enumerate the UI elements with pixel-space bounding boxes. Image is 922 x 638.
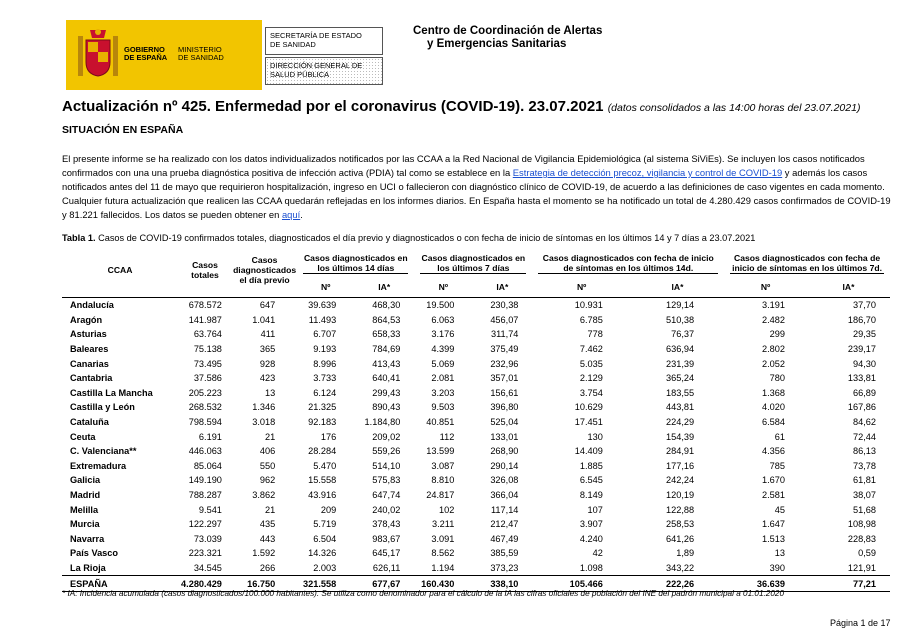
cell-ia-fis14: 177,16 [666,460,695,471]
table-row [62,400,890,415]
cell-ccaa: La Rioja [70,562,106,573]
cell-casos-totales: 122.297 [188,519,222,530]
cell-ccaa: Baleares [70,344,109,355]
cell-ia7: 230,38 [490,300,519,311]
cell-ia7: 290,14 [490,460,519,471]
cell-diag-previo: 1.346 [252,402,276,413]
header-ccaa: CCAA [107,264,133,275]
cell-casos-totales: 678.572 [188,300,222,311]
cell-ia14: 647,74 [372,490,401,501]
estrategia-link[interactable]: Estrategia de detección precoz, vigilancia y control de COVID-19 [512,167,783,178]
cell-n-fis7: 785 [769,460,785,471]
cell-n-fis7: 2.581 [762,490,785,501]
cell-ia-fis14: 222,26 [631,576,724,592]
cell-diag-previo: 423 [259,373,276,384]
cell-ia7: 525,04 [490,417,519,428]
cell-ia7: 396,80 [490,402,519,413]
cell-ia14: 626,11 [372,562,401,573]
cell-ccaa: Extremadura [70,460,127,471]
cell-diag-previo: 266 [259,562,276,573]
cell-n14: 176 [320,431,337,442]
cell-ia14: 240,02 [372,504,401,515]
cell-ccaa: Ceuta [70,431,96,442]
table-row [62,502,890,517]
cell-ia-fis14: 636,94 [666,344,695,355]
cell-n-fis7: 13 [774,548,785,559]
cell-diag-previo: 435 [259,519,276,530]
cell-n-fis14: 105.466 [532,576,630,592]
cell-ia-fis14: 510,38 [666,314,695,325]
header-fis14: Casos diagnosticados con fecha de inicio de síntomas en los últimos 14d. [532,246,724,280]
cell-ccaa: Asturias [70,329,107,340]
cell-ia14: 514,10 [372,460,401,471]
cell-casos-totales: 141.987 [188,314,222,325]
table-row [62,415,890,430]
cell-ia14: 784,69 [372,344,401,355]
cell-casos-totales: 9.541 [198,504,222,515]
cell-ia-fis7: 84,62 [853,417,876,428]
header-diag-previo: Casos diagnosticados el día previo [233,254,297,285]
cell-n7: 8.810 [431,475,455,486]
cell-n-fis14: 1.098 [579,562,603,573]
table-row [62,488,890,503]
cell-n14: 11.493 [308,314,337,325]
cell-ia-fis14: 120,19 [666,490,695,501]
cell-casos-totales: 205.223 [188,387,222,398]
cell-n-fis7: 45 [774,504,785,515]
cell-ia-fis7: 121,91 [847,562,876,573]
cell-ccaa: País Vasco [70,548,119,559]
cell-n14: 28.284 [308,446,337,457]
cell-ia7: 375,49 [490,344,519,355]
cell-n7: 3.176 [431,329,455,340]
secretaria-box: SECRETARÍA DE ESTADO DE SANIDAD [265,27,383,55]
cell-casos-totales: 788.287 [188,490,222,501]
table-row [62,327,890,342]
cell-n-fis7: 61 [774,431,785,442]
cell-diag-previo: 928 [259,358,276,369]
cell-n-fis14: 17.451 [574,417,603,428]
cell-casos-totales: 4.280.429 [178,576,232,592]
cell-ia7: 326,08 [490,475,519,486]
cell-n-fis14: 4.240 [579,533,603,544]
coat-of-arms-icon [76,26,120,84]
cell-n-fis14: 6.545 [579,475,603,486]
cell-ia14: 413,43 [372,358,401,369]
cell-n-fis7: 1.368 [762,387,785,398]
cell-n14: 21.325 [308,402,337,413]
cell-ia-fis7: 108,98 [847,519,876,530]
cell-n14: 6.504 [313,533,337,544]
cell-ia7: 133,01 [490,431,519,442]
document-title-main: Actualización nº 425. Enfermedad por el coronavirus (COVID-19). 23.07.2021 [62,98,604,115]
cell-casos-totales: 268.532 [188,402,222,413]
cell-n-fis14: 10.629 [574,402,603,413]
cell-n14: 14.326 [308,548,337,559]
header-fis7: Casos diagnosticados con fecha de inicio de síntomas en los últimos 7d. [732,252,883,273]
cell-casos-totales: 34.545 [193,562,222,573]
cell-n7: 3.087 [431,460,455,471]
cell-ia14: 983,67 [372,533,401,544]
cell-n-fis7: 2.482 [762,314,785,325]
cell-diag-previo: 962 [259,475,276,486]
cell-ia-fis7: 66,89 [853,387,876,398]
cell-n-fis14: 5.035 [579,358,603,369]
cell-casos-totales: 73.039 [193,533,222,544]
cell-ccaa: Castilla La Mancha [70,387,153,398]
cell-ia7: 268,90 [490,446,519,457]
cell-n-fis14: 1.885 [579,460,603,471]
cell-ia14: 1.184,80 [364,417,401,428]
cell-casos-totales: 446.063 [188,446,222,457]
cell-ia-fis14: 365,24 [666,373,695,384]
cell-n-fis14: 10.931 [574,300,603,311]
gobierno-label: GOBIERNO DE ESPAÑA [124,45,168,62]
document-title-sub: (datos consolidados a las 14:00 horas del 23.07.2021) [607,102,861,114]
cell-ia-fis14: 122,88 [666,504,695,515]
table-row [62,356,890,371]
cell-diag-previo: 443 [259,533,276,544]
cell-n14: 15.558 [308,475,337,486]
cell-ia-fis14: 183,55 [666,387,695,398]
table-row [62,298,890,313]
cell-casos-totales: 75.138 [193,344,222,355]
cell-ccaa: Aragón [70,314,103,325]
cell-ia7: 156,61 [490,387,519,398]
cell-ia-fis7: 133,81 [847,373,876,384]
table-row [62,342,890,357]
cell-ia-fis7: 186,70 [847,314,876,325]
table-row [62,546,890,561]
cell-ia-fis7: 167,86 [847,402,876,413]
cell-casos-totales: 73.495 [193,358,222,369]
cell-n-fis7: 4.020 [762,402,785,413]
cell-n14: 5.470 [313,460,337,471]
cell-n-fis7: 6.584 [762,417,785,428]
header-casos-totales: Casos totales [191,259,219,280]
cell-ia7: 467,49 [490,533,519,544]
cell-ia7: 212,47 [490,519,519,530]
section-title: SITUACIÓN EN ESPAÑA [62,124,184,136]
cell-n14: 2.003 [313,562,337,573]
cell-diag-previo: 647 [259,300,276,311]
cell-ia-fis14: 129,14 [666,300,695,311]
cell-n14: 92.183 [308,417,337,428]
cell-ia-fis7: 37,70 [853,300,876,311]
cell-diag-previo: 13 [265,387,276,398]
header-n: Nº [576,281,587,292]
cell-ia-fis14: 224,29 [666,417,695,428]
aqui-link[interactable]: aquí [281,209,301,220]
cell-ccaa: Melilla [70,504,99,515]
document-title [62,98,860,115]
cell-n-fis14: 130 [587,431,603,442]
cell-ia14: 864,53 [372,314,401,325]
page-number: Página 1 de 17 [830,618,891,628]
cell-casos-totales: 37.586 [193,373,222,384]
cell-ia7: 357,01 [490,373,519,384]
header-n: Nº [438,281,448,292]
cell-ia-fis14: 284,91 [666,446,695,457]
cell-diag-previo: 365 [259,344,276,355]
cell-ia7: 338,10 [472,576,532,592]
cell-ia14: 378,43 [372,519,401,530]
cell-ccaa: Murcia [70,519,100,530]
cell-ia-fis7: 38,07 [853,490,876,501]
cell-n14: 43.916 [308,490,337,501]
cell-casos-totales: 6.191 [198,431,222,442]
cell-ccaa: Cantabria [70,373,113,384]
cell-n-fis7: 780 [769,373,785,384]
cell-n-fis7: 2.802 [762,344,785,355]
cell-n-fis7: 1.647 [762,519,785,530]
cell-ia14: 890,43 [372,402,401,413]
cell-n7: 4.399 [431,344,455,355]
cell-ia14: 559,26 [372,446,401,457]
cell-diag-previo: 550 [259,460,276,471]
cell-n7: 3.203 [431,387,455,398]
cell-n-fis7: 1.670 [762,475,785,486]
cell-ccaa: Navarra [70,533,105,544]
cell-n7: 1.194 [431,562,455,573]
cell-ia7: 117,14 [491,504,519,515]
cell-ccaa: Castilla y León [70,402,135,413]
cell-n-fis7: 2.052 [762,358,785,369]
cell-ia7: 385,59 [490,548,519,559]
cell-n-fis14: 8.149 [579,490,603,501]
header-ia: IA* [842,281,855,292]
cell-n14: 3.733 [313,373,337,384]
cell-n7: 13.599 [426,446,455,457]
table-row [62,444,890,459]
cell-n14: 39.639 [308,300,337,311]
cell-casos-totales: 63.764 [193,329,222,340]
cell-casos-totales: 798.594 [188,417,222,428]
cell-ia-fis14: 242,24 [666,475,695,486]
cell-ia-fis7: 29,35 [853,329,876,340]
cell-n14: 8.996 [313,358,337,369]
cell-n14: 321.558 [297,576,354,592]
centro-title: Centro de Coordinación de Alertas y Emergencias Sanitarias [413,25,603,50]
cell-n-fis14: 3.754 [579,387,603,398]
cell-ia-fis14: 231,39 [666,358,695,369]
cell-ia14: 640,41 [372,373,401,384]
cell-ccaa: Andalucía [70,300,114,311]
cell-ia14: 658,33 [372,329,401,340]
cell-ccaa: ESPAÑA [62,576,178,592]
cell-diag-previo: 406 [259,446,276,457]
cell-n-fis7: 1.513 [762,533,785,544]
header-ia: IA* [378,281,391,292]
table-row [62,473,890,488]
cell-ia-fis7: 0,59 [858,548,876,559]
cell-n14: 6.707 [313,329,337,340]
cell-n-fis14: 14.409 [574,446,603,457]
cell-casos-totales: 223.321 [188,548,222,559]
cell-ia14: 299,43 [372,387,401,398]
ministerio-label: MINISTERIO DE SANIDAD [178,45,224,62]
cell-ccaa: Canarias [70,358,109,369]
cell-ia-fis7: 94,30 [853,358,876,369]
cell-ia14: 677,67 [354,576,414,592]
cell-n-fis7: 3.191 [762,300,785,311]
cell-ia-fis7: 86,13 [853,446,876,457]
cases-table [62,246,890,592]
table-row [62,517,890,532]
cell-n-fis7: 36.639 [724,576,807,592]
cell-n-fis14: 3.907 [579,519,603,530]
cell-n7: 102 [438,504,455,515]
cell-ia-fis14: 343,22 [666,562,695,573]
direccion-box: DIRECCIÓN GENERAL DE SALUD PÚBLICA [265,57,383,85]
footnote: * IA: Incidencia acumulada (casos diagnosticados/100.000 habitantes). Se utiliza como denominador para el cálculo de la IA las cifras oficiales de población del INE del padrón municipal a 01.01.2020 [62,589,784,598]
cell-n7: 5.069 [431,358,455,369]
cell-ia14: 209,02 [372,431,401,442]
cell-ia-fis7: 61,81 [853,475,876,486]
cell-n7: 24.817 [426,490,455,501]
cell-n14: 9.193 [313,344,337,355]
table-row [62,313,890,328]
cell-n7: 6.063 [431,314,455,325]
table-row [62,532,890,547]
cell-ccaa: Madrid [70,490,101,501]
cell-n14: 209 [320,504,337,515]
cell-n-fis14: 778 [587,329,603,340]
cell-ia7: 373,23 [490,562,519,573]
intro-paragraph: El presente informe se ha realizado con los datos individualizados notificados por las CCAA a la Red Nacional de Vigilancia Epidemiológica (al sistema SiViEs). Se incluyen los casos notificados confirmados con una una prueba diagnóstica positiva de infección activa (PDIA) tal como se establece en la Estrategia de detección precoz, vigilancia y control de COVID-19 y además los casos notificados antes del 11 de mayo que requirieron hospitalización, ingreso en UCI o fallecieron con diagnóstico clínico de COVID-19, de acuerdo a las definiciones de caso vigentes en cada momento. Cualquier futura actualización que realicen las CCAA quedarán reflejadas en los informes diarios. En España hasta el momento se ha notificado un total de 4.280.429 casos confirmados de COVID-19 y 81.221 fallecidos. Los datos se pueden obtener en aquí. [62,153,891,220]
header-n: Nº [321,281,331,292]
cell-n-fis7: 4.356 [762,446,785,457]
cell-diag-previo: 3.018 [252,417,276,428]
cell-diag-previo: 411 [260,329,276,340]
cell-n-fis7: 390 [769,562,785,573]
cell-ccaa: Cataluña [70,417,109,428]
cell-diag-previo: 16.750 [232,576,297,592]
cell-n7: 9.503 [431,402,455,413]
header-ia: IA* [671,281,684,292]
cell-ia-fis14: 76,37 [671,329,695,340]
cell-n-fis14: 6.785 [579,314,603,325]
cell-ia-fis14: 258,53 [666,519,695,530]
cell-ia7: 366,04 [490,490,519,501]
table-caption: Tabla 1. Casos de COVID-19 confirmados totales, diagnosticados el día previo y diagnosticados o con fecha de inicio de síntomas en los últimos 14 y 7 días a 23.07.2021 [62,233,756,243]
header-diag7: Casos diagnosticados en los últimos 7 días [421,252,526,273]
cell-ia-fis14: 1,89 [676,548,695,559]
cell-n-fis14: 7.462 [579,344,603,355]
cell-ia14: 645,17 [372,548,401,559]
cell-ia-fis14: 641,26 [666,533,695,544]
table-body [62,298,890,592]
cell-ia7: 456,07 [490,314,519,325]
cell-ia-fis7: 73,78 [853,460,876,471]
header-ia: IA* [496,281,509,292]
cell-ia-fis7: 72,44 [853,431,876,442]
header-n: Nº [760,281,771,292]
cell-n-fis14: 107 [587,504,603,515]
header-diag14: Casos diagnosticados en los últimos 14 días [303,252,408,273]
cell-n7: 3.091 [431,533,455,544]
table-row [62,561,890,576]
cell-ia-fis14: 154,39 [666,431,695,442]
cell-ia14: 575,83 [372,475,401,486]
cell-ccaa: C. Valenciana** [70,446,137,457]
cell-casos-totales: 85.064 [193,460,222,471]
cell-n-fis14: 42 [592,548,603,559]
cell-n7: 112 [439,431,455,442]
cell-diag-previo: 1.592 [252,548,276,559]
cell-diag-previo: 1.041 [252,314,276,325]
cell-n7: 19.500 [426,300,455,311]
cell-ia-fis7: 228,83 [847,533,876,544]
cell-ia-fis7: 51,68 [853,504,876,515]
cell-n-fis7: 299 [769,329,785,340]
cell-ia7: 311,74 [491,329,519,340]
cell-ia-fis14: 443,81 [666,402,695,413]
cell-n14: 5.719 [313,519,337,530]
table-row [62,371,890,386]
cell-ia-fis7: 239,17 [847,344,876,355]
cell-ia14: 468,30 [372,300,401,311]
cell-n7: 160.430 [414,576,472,592]
cell-n7: 3.211 [432,519,455,530]
cell-n-fis14: 2.129 [579,373,603,384]
cell-n7: 2.081 [431,373,455,384]
table-row [62,429,890,444]
cell-diag-previo: 21 [265,431,276,442]
cell-n7: 40.851 [426,417,455,428]
cell-n7: 8.562 [431,548,455,559]
table-row [62,386,890,401]
cell-diag-previo: 3.862 [252,490,276,501]
cell-ccaa: Galicia [70,475,101,486]
cell-ia-fis7: 77,21 [807,576,890,592]
cell-n14: 6.124 [313,387,337,398]
table-row [62,459,890,474]
cell-diag-previo: 21 [265,504,276,515]
cell-casos-totales: 149.190 [188,475,222,486]
cell-ia7: 232,96 [490,358,519,369]
